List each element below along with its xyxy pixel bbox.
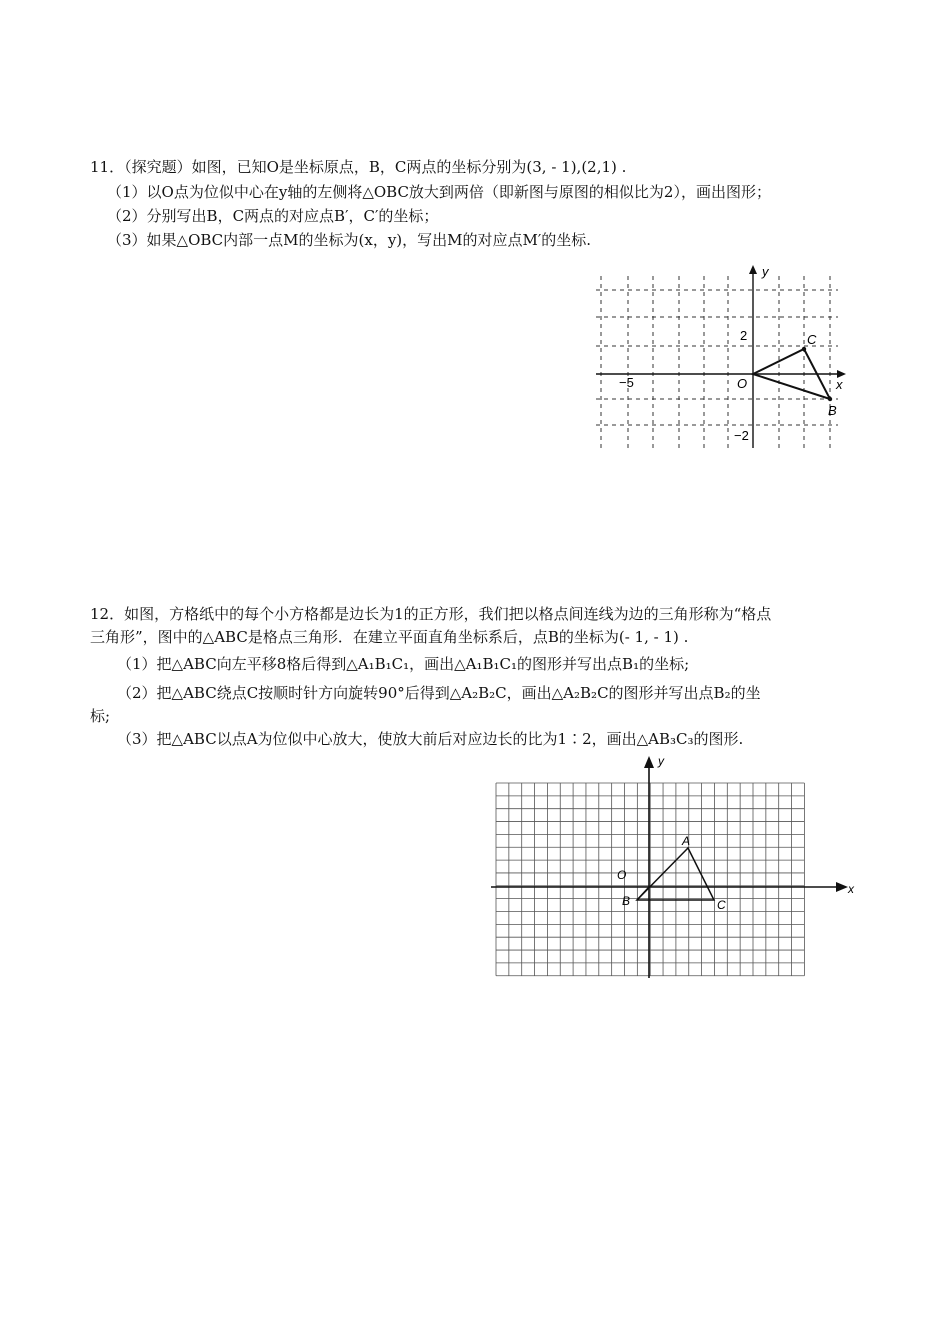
q11-point-b xyxy=(828,397,832,401)
q11-x-label: x xyxy=(836,377,843,392)
q11-part2: （2）分别写出B，C两点的对应点B′，C′的坐标； xyxy=(107,207,439,225)
q11-dashed-grid xyxy=(596,276,838,448)
q12-label-a: A xyxy=(682,834,691,848)
q11-tick-2: 2 xyxy=(740,328,748,343)
q11-origin-label: O xyxy=(737,376,748,391)
q12-y-label: y xyxy=(658,754,664,768)
q12-x-arrow xyxy=(836,882,848,892)
q11-stem-text: （探究题）如图，已知O是坐标原点，B，C两点的坐标分别为(3, - 1),(2,1) . xyxy=(124,158,627,176)
q12-stem-text1: 如图，方格纸中的每个小方格都是边长为1的正方形，我们把以格点间连线为边的三角形称为“格点 xyxy=(124,605,772,623)
q11-label-b: B xyxy=(828,403,837,418)
q11-tick-neg2: −2 xyxy=(734,428,749,443)
q12-part2-line2: 标; xyxy=(90,707,111,725)
q11-y-label: y xyxy=(762,264,769,279)
q12-o-to-b-segment xyxy=(637,887,649,900)
q11-label-c: C xyxy=(807,332,817,347)
q12-x-label: x xyxy=(848,882,854,896)
q12-y-arrow xyxy=(644,756,654,768)
q12-square-grid xyxy=(496,783,804,976)
q12-label-b: B xyxy=(622,894,631,908)
q11-part1: （1）以O点为位似中心在y轴的左侧将△OBC放大到两倍（即新图与原图的相似比为2），画出图形； xyxy=(107,183,771,201)
q12-origin-label: O xyxy=(617,868,627,882)
q11-coordinate-figure xyxy=(590,262,850,452)
q12-part1: （1）把△ABC向左平移8格后得到△A₁B₁C₁，画出△A₁B₁C₁的图形并写出点B₁的坐标; xyxy=(117,655,690,673)
q12-part3: （3）把△ABC以点A为位似中心放大，使放大前后对应边长的比为1∶2，画出△AB₃C₃的图形. xyxy=(117,730,744,748)
q11-tick-neg5: −5 xyxy=(619,375,634,390)
q11-part3: （3）如果△OBC内部一点M的坐标为(x，y)，写出M的对应点M′的坐标. xyxy=(107,231,592,249)
q12-stem-line2: 三角形”，图中的△ABC是格点三角形．在建立平面直角坐标系后，点B的坐标为(- 1, - 1) . xyxy=(90,628,689,646)
q12-number: 12． xyxy=(90,605,125,623)
q11-stem xyxy=(90,157,626,177)
q12-label-c: C xyxy=(717,898,726,912)
q12-stem-line1 xyxy=(90,604,771,624)
q12-grid-figure xyxy=(486,752,866,984)
q12-part2-line1: （2）把△ABC绕点C按顺时针方向旋转90°后得到△A₂B₂C，画出△A₂B₂C的图形并写出点B₂的坐 xyxy=(117,684,761,702)
q11-number: 11． xyxy=(90,158,125,176)
q11-y-arrow xyxy=(749,265,757,274)
q11-point-c xyxy=(802,347,806,351)
